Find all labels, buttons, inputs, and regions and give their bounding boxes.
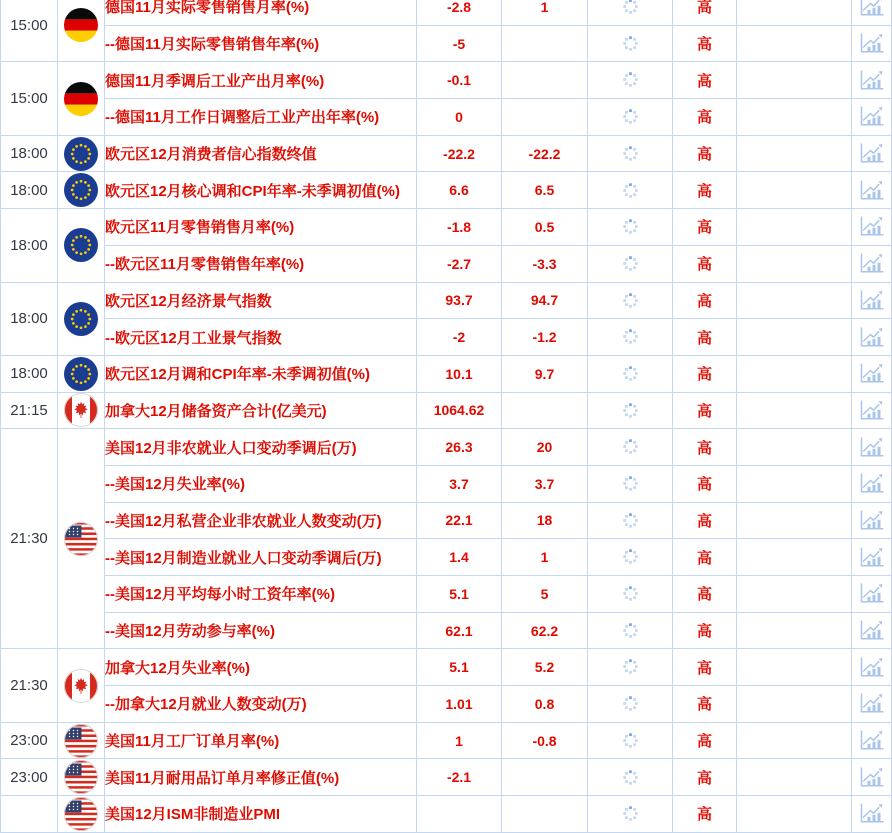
flag-cell (58, 0, 105, 62)
event-name-cell: --美国12月制造业就业人口变动季调后(万) (105, 539, 417, 576)
bar-chart-icon[interactable] (859, 730, 884, 751)
bar-chart-icon[interactable] (859, 437, 884, 458)
loading-spinner-icon (622, 769, 639, 786)
table-row (1, 99, 892, 136)
actual-value-cell (588, 25, 673, 62)
loading-spinner-icon (622, 622, 639, 639)
impact-cell (737, 355, 852, 392)
actual-value-cell (588, 355, 673, 392)
event-name-cell: --美国12月劳动参与率(%) (105, 612, 417, 649)
table-row (1, 245, 892, 282)
importance-badge: 高 (673, 209, 737, 246)
table-row (1, 282, 892, 319)
actual-value-cell (588, 429, 673, 466)
loading-spinner-icon (622, 438, 639, 455)
event-name-cell: --美国12月私营企业非农就业人数变动(万) (105, 502, 417, 539)
bar-chart-icon[interactable] (859, 327, 884, 348)
event-name-cell: 欧元区12月消费者信心指数终值 (105, 135, 417, 172)
bar-chart-icon[interactable] (859, 106, 884, 127)
flag-cell (58, 135, 105, 172)
bar-chart-icon[interactable] (859, 803, 884, 824)
forecast-value-cell: -0.8 (502, 722, 588, 759)
chart-cell[interactable] (852, 209, 892, 246)
actual-value-cell (588, 0, 673, 25)
table-row (1, 612, 892, 649)
chart-cell[interactable] (852, 99, 892, 136)
table-row (1, 392, 892, 429)
previous-value-cell: -2.7 (417, 245, 502, 282)
bar-chart-icon[interactable] (859, 767, 884, 788)
impact-cell (737, 319, 852, 356)
flag-cell (58, 759, 105, 796)
forecast-value-cell: -3.3 (502, 245, 588, 282)
forecast-value-cell: 1 (502, 539, 588, 576)
previous-value-cell: 1 (417, 722, 502, 759)
forecast-value-cell: 18 (502, 502, 588, 539)
previous-value-cell: 1064.62 (417, 392, 502, 429)
event-name-cell: 加拿大12月失业率(%) (105, 649, 417, 686)
forecast-value-cell (502, 796, 588, 833)
bar-chart-icon[interactable] (859, 510, 884, 531)
flag-cell (58, 209, 105, 282)
loading-spinner-icon (622, 658, 639, 675)
actual-value-cell (588, 612, 673, 649)
event-name-cell: 美国11月工厂订单月率(%) (105, 722, 417, 759)
table-row (1, 539, 892, 576)
impact-cell (737, 25, 852, 62)
forecast-value-cell (502, 392, 588, 429)
time-cell: 18:00 (1, 282, 58, 355)
loading-spinner-icon (622, 145, 639, 162)
table-row (1, 172, 892, 209)
flag-cell (58, 62, 105, 135)
chart-cell[interactable] (852, 429, 892, 466)
previous-value-cell: 1.01 (417, 686, 502, 723)
forecast-value-cell: -1.2 (502, 319, 588, 356)
us-flag-icon (64, 724, 98, 758)
impact-cell (737, 722, 852, 759)
table-row (1, 465, 892, 502)
impact-cell (737, 759, 852, 796)
table-row (1, 209, 892, 246)
previous-value-cell: 10.1 (417, 355, 502, 392)
impact-cell (737, 612, 852, 649)
previous-value-cell: 0 (417, 99, 502, 136)
table-row (1, 759, 892, 796)
loading-spinner-icon (622, 328, 639, 345)
chart-cell[interactable] (852, 172, 892, 209)
forecast-value-cell (502, 25, 588, 62)
loading-spinner-icon (622, 35, 639, 52)
importance-badge: 高 (673, 539, 737, 576)
eu-flag-icon (64, 228, 98, 262)
previous-value-cell: -0.1 (417, 62, 502, 99)
eu-flag-icon (64, 137, 98, 171)
forecast-value-cell: 20 (502, 429, 588, 466)
previous-value-cell: 3.7 (417, 465, 502, 502)
actual-value-cell (588, 99, 673, 136)
actual-value-cell (588, 796, 673, 833)
table-row (1, 796, 892, 833)
table-row (1, 135, 892, 172)
table-row (1, 355, 892, 392)
importance-badge: 高 (673, 62, 737, 99)
chart-cell[interactable] (852, 282, 892, 319)
bar-chart-icon[interactable] (859, 657, 884, 678)
forecast-value-cell: 5.2 (502, 649, 588, 686)
impact-cell (737, 392, 852, 429)
event-name-cell: 美国12月ISM非制造业PMI (105, 796, 417, 833)
importance-badge: 高 (673, 25, 737, 62)
chart-cell[interactable] (852, 502, 892, 539)
importance-badge: 高 (673, 355, 737, 392)
canada-flag-icon (64, 393, 98, 427)
bar-chart-icon[interactable] (859, 70, 884, 91)
bar-chart-icon[interactable] (859, 620, 884, 641)
event-name-cell: 美国11月耐用品订单月率修正值(%) (105, 759, 417, 796)
forecast-value-cell (502, 759, 588, 796)
actual-value-cell (588, 465, 673, 502)
loading-spinner-icon (622, 292, 639, 309)
previous-value-cell: 5.1 (417, 649, 502, 686)
bar-chart-icon[interactable] (859, 143, 884, 164)
bar-chart-icon[interactable] (859, 400, 884, 421)
flag-cell (58, 392, 105, 429)
bar-chart-icon[interactable] (859, 363, 884, 384)
loading-spinner-icon (622, 695, 639, 712)
impact-cell (737, 576, 852, 613)
previous-value-cell (417, 796, 502, 833)
bar-chart-icon[interactable] (859, 180, 884, 201)
bar-chart-icon[interactable] (859, 216, 884, 237)
us-flag-icon (64, 522, 98, 556)
importance-badge: 高 (673, 319, 737, 356)
chart-cell[interactable] (852, 796, 892, 833)
time-cell: 15:00 (1, 62, 58, 135)
chart-cell[interactable] (852, 135, 892, 172)
time-cell: 18:00 (1, 135, 58, 172)
previous-value-cell: 5.1 (417, 576, 502, 613)
table-row (1, 319, 892, 356)
previous-value-cell: -5 (417, 25, 502, 62)
chart-cell[interactable] (852, 25, 892, 62)
forecast-value-cell: 0.5 (502, 209, 588, 246)
actual-value-cell (588, 539, 673, 576)
chart-cell[interactable] (852, 576, 892, 613)
flag-cell (58, 355, 105, 392)
actual-value-cell (588, 759, 673, 796)
chart-cell[interactable] (852, 0, 892, 25)
importance-badge: 高 (673, 722, 737, 759)
previous-value-cell: -2.1 (417, 759, 502, 796)
importance-badge: 高 (673, 282, 737, 319)
importance-badge: 高 (673, 392, 737, 429)
bar-chart-icon[interactable] (859, 693, 884, 714)
importance-badge: 高 (673, 245, 737, 282)
actual-value-cell (588, 62, 673, 99)
us-flag-icon (64, 760, 98, 794)
forecast-value-cell: -22.2 (502, 135, 588, 172)
forecast-value-cell: 9.7 (502, 355, 588, 392)
loading-spinner-icon (622, 108, 639, 125)
previous-value-cell: -22.2 (417, 135, 502, 172)
importance-badge: 高 (673, 796, 737, 833)
time-cell: 23:00 (1, 722, 58, 759)
actual-value-cell (588, 649, 673, 686)
time-cell: 21:15 (1, 392, 58, 429)
forecast-value-cell: 62.2 (502, 612, 588, 649)
actual-value-cell (588, 686, 673, 723)
previous-value-cell: 62.1 (417, 612, 502, 649)
impact-cell (737, 99, 852, 136)
table-row (1, 62, 892, 99)
impact-cell (737, 245, 852, 282)
forecast-value-cell: 6.5 (502, 172, 588, 209)
bar-chart-icon[interactable] (859, 290, 884, 311)
event-name-cell: --欧元区11月零售销售年率(%) (105, 245, 417, 282)
bar-chart-icon[interactable] (859, 253, 884, 274)
event-name-cell: 美国12月非农就业人口变动季调后(万) (105, 429, 417, 466)
event-name-cell: 德国11月季调后工业产出月率(%) (105, 62, 417, 99)
time-cell: 15:00 (1, 0, 58, 62)
chart-cell[interactable] (852, 539, 892, 576)
event-name-cell: 欧元区12月经济景气指数 (105, 282, 417, 319)
chart-cell[interactable] (852, 245, 892, 282)
loading-spinner-icon (622, 365, 639, 382)
chart-cell[interactable] (852, 62, 892, 99)
loading-spinner-icon (622, 182, 639, 199)
time-cell: 18:00 (1, 355, 58, 392)
loading-spinner-icon (622, 475, 639, 492)
loading-spinner-icon (622, 255, 639, 272)
chart-cell[interactable] (852, 686, 892, 723)
impact-cell (737, 209, 852, 246)
forecast-value-cell: 5 (502, 576, 588, 613)
event-name-cell: 欧元区12月调和CPI年率-未季调初值(%) (105, 355, 417, 392)
importance-badge: 高 (673, 0, 737, 25)
flag-cell (58, 796, 105, 833)
time-cell: 18:00 (1, 172, 58, 209)
chart-cell[interactable] (852, 465, 892, 502)
event-name-cell: --德国11月工作日调整后工业产出年率(%) (105, 99, 417, 136)
table-row (1, 25, 892, 62)
importance-badge: 高 (673, 759, 737, 796)
time-cell: 23:00 (1, 759, 58, 796)
flag-cell (58, 649, 105, 722)
impact-cell (737, 649, 852, 686)
importance-badge: 高 (673, 172, 737, 209)
chart-cell[interactable] (852, 319, 892, 356)
actual-value-cell (588, 282, 673, 319)
impact-cell (737, 686, 852, 723)
flag-cell (58, 722, 105, 759)
event-name-cell: 加拿大12月储备资产合计(亿美元) (105, 392, 417, 429)
chart-cell[interactable] (852, 355, 892, 392)
bar-chart-icon[interactable] (859, 33, 884, 54)
loading-spinner-icon (622, 548, 639, 565)
forecast-value-cell: 1 (502, 0, 588, 25)
actual-value-cell (588, 209, 673, 246)
forecast-value-cell: 94.7 (502, 282, 588, 319)
importance-badge: 高 (673, 99, 737, 136)
germany-flag-icon (64, 8, 98, 42)
loading-spinner-icon (622, 512, 639, 529)
us-flag-icon (64, 797, 98, 831)
loading-spinner-icon (622, 805, 639, 822)
time-cell: 21:30 (1, 649, 58, 722)
previous-value-cell: -1.8 (417, 209, 502, 246)
bar-chart-icon[interactable] (859, 0, 884, 17)
forecast-value-cell (502, 99, 588, 136)
impact-cell (737, 502, 852, 539)
impact-cell (737, 539, 852, 576)
loading-spinner-icon (622, 732, 639, 749)
importance-badge: 高 (673, 135, 737, 172)
event-name-cell: --美国12月平均每小时工资年率(%) (105, 576, 417, 613)
actual-value-cell (588, 245, 673, 282)
importance-badge: 高 (673, 429, 737, 466)
impact-cell (737, 796, 852, 833)
impact-cell (737, 62, 852, 99)
table-row (1, 686, 892, 723)
importance-badge: 高 (673, 649, 737, 686)
flag-cell (58, 282, 105, 355)
impact-cell (737, 0, 852, 25)
actual-value-cell (588, 172, 673, 209)
previous-value-cell: 1.4 (417, 539, 502, 576)
actual-value-cell (588, 576, 673, 613)
table-row (1, 576, 892, 613)
event-name-cell: 欧元区12月核心调和CPI年率-未季调初值(%) (105, 172, 417, 209)
bar-chart-icon[interactable] (859, 583, 884, 604)
impact-cell (737, 135, 852, 172)
forecast-value-cell: 0.8 (502, 686, 588, 723)
event-name-cell: --欧元区12月工业景气指数 (105, 319, 417, 356)
canada-flag-icon (64, 669, 98, 703)
time-cell (1, 796, 58, 833)
importance-badge: 高 (673, 502, 737, 539)
table-row (1, 649, 892, 686)
importance-badge: 高 (673, 612, 737, 649)
event-name-cell: --美国12月失业率(%) (105, 465, 417, 502)
chart-cell[interactable] (852, 649, 892, 686)
previous-value-cell: -2.8 (417, 0, 502, 25)
chart-cell[interactable] (852, 722, 892, 759)
loading-spinner-icon (622, 402, 639, 419)
previous-value-cell: -2 (417, 319, 502, 356)
chart-cell[interactable] (852, 759, 892, 796)
flag-cell (58, 172, 105, 209)
actual-value-cell (588, 392, 673, 429)
flag-cell (58, 429, 105, 649)
impact-cell (737, 465, 852, 502)
event-name-cell: 欧元区11月零售销售月率(%) (105, 209, 417, 246)
previous-value-cell: 6.6 (417, 172, 502, 209)
impact-cell (737, 282, 852, 319)
table-row (1, 0, 892, 25)
actual-value-cell (588, 319, 673, 356)
importance-badge: 高 (673, 686, 737, 723)
actual-value-cell (588, 135, 673, 172)
calendar-table-body (1, 0, 892, 832)
table-row (1, 722, 892, 759)
previous-value-cell: 93.7 (417, 282, 502, 319)
importance-badge: 高 (673, 465, 737, 502)
event-name-cell: --加拿大12月就业人数变动(万) (105, 686, 417, 723)
chart-cell[interactable] (852, 612, 892, 649)
eu-flag-icon (64, 302, 98, 336)
eu-flag-icon (64, 173, 98, 207)
actual-value-cell (588, 722, 673, 759)
importance-badge: 高 (673, 576, 737, 613)
table-row (1, 502, 892, 539)
bar-chart-icon[interactable] (859, 547, 884, 568)
chart-cell[interactable] (852, 392, 892, 429)
loading-spinner-icon (622, 218, 639, 235)
event-name-cell: --德国11月实际零售销售年率(%) (105, 25, 417, 62)
previous-value-cell: 22.1 (417, 502, 502, 539)
time-cell: 18:00 (1, 209, 58, 282)
eu-flag-icon (64, 357, 98, 391)
forecast-value-cell (502, 62, 588, 99)
loading-spinner-icon (622, 585, 639, 602)
impact-cell (737, 429, 852, 466)
time-cell: 21:30 (1, 429, 58, 649)
event-name-cell: 德国11月实际零售销售月率(%) (105, 0, 417, 25)
bar-chart-icon[interactable] (859, 473, 884, 494)
table-row (1, 429, 892, 466)
loading-spinner-icon (622, 71, 639, 88)
forecast-value-cell: 3.7 (502, 465, 588, 502)
impact-cell (737, 172, 852, 209)
germany-flag-icon (64, 82, 98, 116)
loading-spinner-icon (622, 0, 639, 15)
previous-value-cell: 26.3 (417, 429, 502, 466)
actual-value-cell (588, 502, 673, 539)
